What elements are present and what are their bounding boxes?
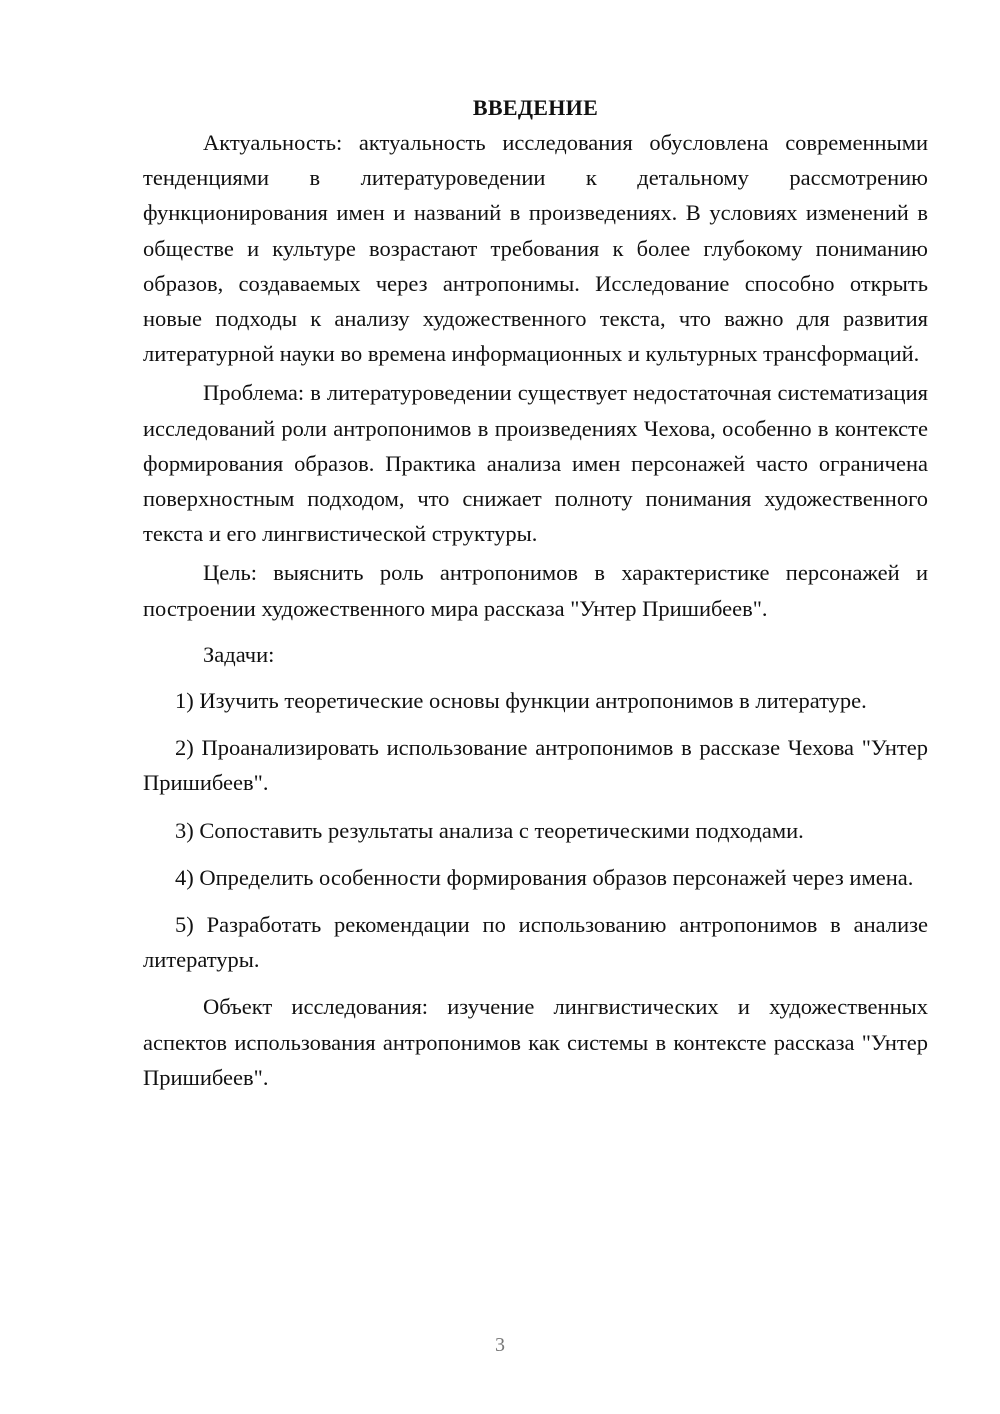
paragraph-problem: Проблема: в литературоведении существует недостаточная систематизация исследований роли антропонимов в произведениях Чехова, особенно в контексте формирования образов. Практика анализа имен персонажей часто ограничена поверхностным подходом, что снижает полноту понимания художественного текста и его лингвистической структуры.: [143, 380, 928, 547]
tasks-label: Задачи:: [203, 641, 275, 667]
task-item-4: 4) Определить особенности формирования образов персонажей через имена.: [175, 864, 914, 890]
document-page: [143, 90, 928, 1095]
paragraph-object: Объект исследования: изучение лингвистических и художественных аспектов использования антропонимов как системы в контексте рассказа "Унтер Пришибеев".: [143, 994, 928, 1090]
task-item-1: 1) Изучить теоретические основы функции антропонимов в литературе.: [175, 688, 867, 714]
task-item-2: 2) Проанализировать использование антропонимов в рассказе Чехова "Унтер Пришибеев".: [143, 735, 928, 796]
paragraph-relevance: Актуальность: актуальность исследования обусловлена современными тенденциями в литературоведении к детальному рассмотрению функционирования имен и названий в произведениях. В условиях изменений в обществе и культуре возрастают требования к более глубокому пониманию образов, создаваемых через антропонимы. Исследование способно открыть новые подходы к анализу художественного текста, что важно для развития литературной науки во времена информационных и культурных трансформаций.: [143, 130, 928, 367]
section-heading: ВВЕДЕНИЕ: [472, 95, 599, 120]
task-item-3: 3) Сопоставить результаты анализа с теоретическими подходами.: [175, 817, 804, 843]
page-number: 3: [495, 1334, 505, 1356]
task-item-5: 5) Разработать рекомендации по использованию антропонимов в анализе литературы.: [143, 912, 928, 973]
paragraph-goal: Цель: выяснить роль антропонимов в характеристике персонажей и построении художественного мира рассказа "Унтер Пришибеев".: [143, 560, 928, 621]
